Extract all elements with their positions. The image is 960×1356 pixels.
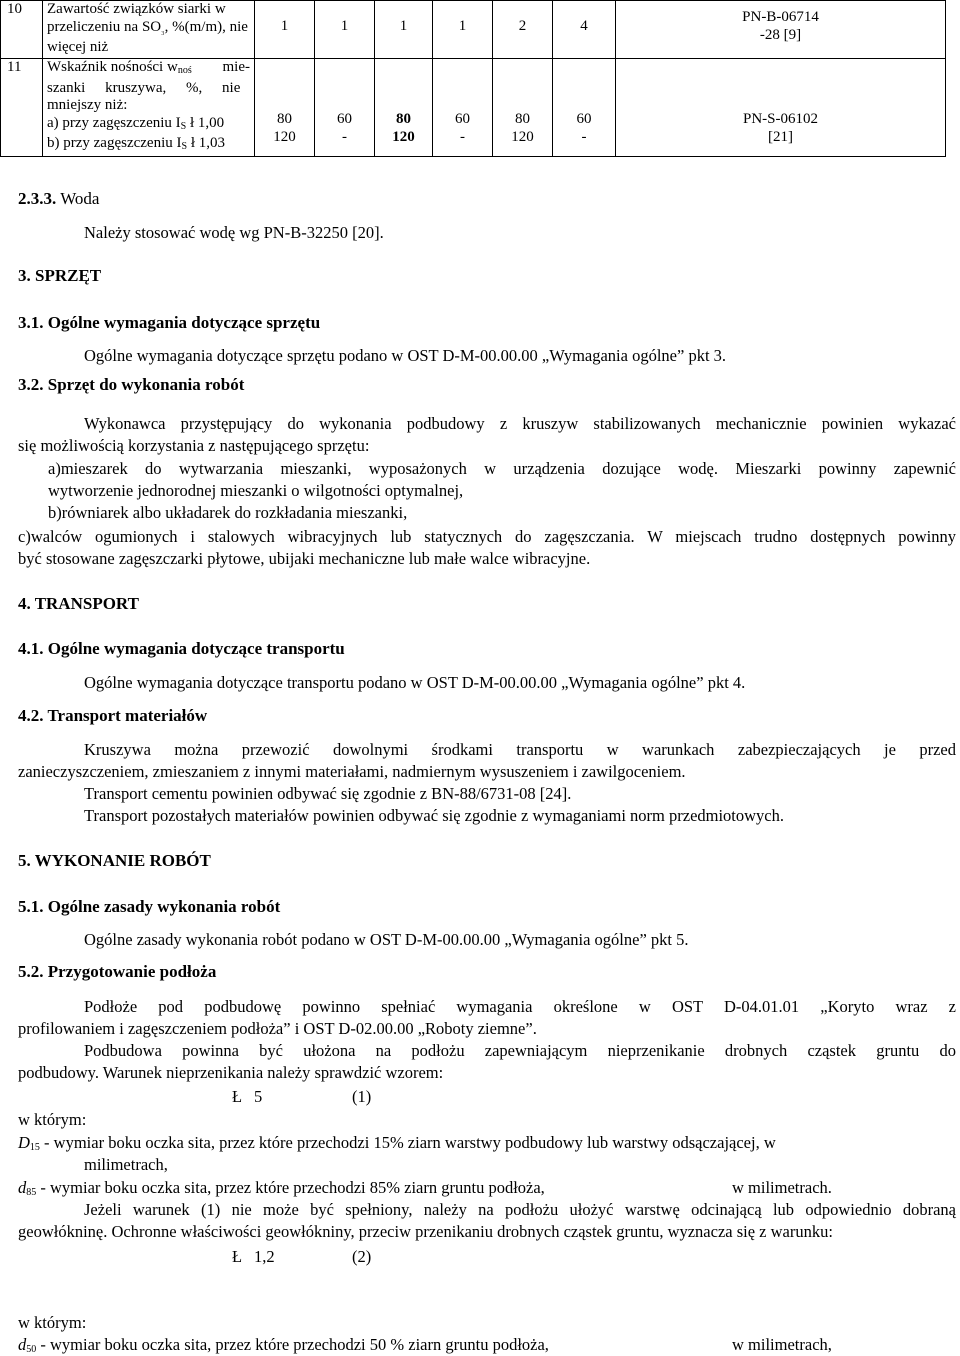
value-cell: 60 - [553,59,616,157]
section-title: Woda [56,189,100,208]
value-cell: 80 120 [255,59,315,157]
list-item: b)równiarek albo układarek do rozkładania mieszanki, [48,503,408,522]
value-cell: 2 [493,1,553,59]
section-heading: 5.1. Ogólne zasady wykonania robót [18,897,281,916]
definition-unit: w milimetrach, [732,1335,832,1354]
paragraph: Podłoże pod podbudowę powinno spełniać wymagania określone w OST D-04.01.01 „Koryto wraz z [84,997,956,1016]
paragraph: Wykonawca przystępujący do wykonania podbudowy z kruszyw stabilizowanych mechanicznie powinien wykazać [84,414,956,433]
standard-cell: PN-B-06714 -28 [9] [616,1,946,59]
formula-value: 1,2 [254,1247,275,1266]
paragraph: profilowaniem i zagęszczeniem podłoża” i OST D-02.00.00 „Roboty ziemne”. [18,1019,537,1038]
row-description: Zawartość związków siarki w przeliczeniu na $SO_{_3}$, %(m/m), nie więcej niż [43,1,255,59]
section-heading: 3.2. Sprzęt do wykonania robót [18,375,245,394]
value-cell: 80 120 [493,59,553,157]
table-row-11 [1,59,946,157]
list-item: wytworzenie jednorodnej mieszanki o wilgotności optymalnej, [48,481,464,500]
paragraph: Ogólne wymagania dotyczące sprzętu podano w OST D-M-00.00.00 „Wymagania ogólne” pkt 3. [84,346,727,365]
formula-symbol: Ł [232,1247,243,1266]
value-cell: 80 120 [375,59,433,157]
paragraph: podbudowy. Warunek nieprzenikania należy sprawdzić wzorem: [18,1063,444,1082]
row-number: 11 [1,59,43,157]
formula-value: 5 [254,1087,263,1106]
paragraph: w którym: [18,1110,87,1129]
list-item: a)mieszarek do wytwarzania mieszanki, wyposażonych w urządzenia dozujące wodę. Mieszarki powinny zapewnić [48,459,956,478]
value-cell: 4 [553,1,616,59]
definition-item: milimetrach, [84,1155,168,1174]
paragraph: Należy stosować wodę wg PN-B-32250 [20]. [84,223,384,242]
paragraph: geowłókninę. Ochronne właściwości geowłókniny, przeciw przenikaniu drobnych cząstek gruntu, wyznacza się z warunku: [18,1222,833,1241]
table-row-10 [1,1,946,59]
spec-table [0,0,946,157]
formula-symbol: Ł [232,1087,243,1106]
definition-item: $d_{85}$ - wymiar boku oczka sita, przez które przechodzi 85% ziarn gruntu podłoża, [18,1178,545,1198]
section-heading [18,189,99,209]
paragraph: Transport cementu powinien odbywać się zgodnie z BN-88/6731-08 [24]. [84,784,572,803]
section-heading: 3.1. Ogólne wymagania dotyczące sprzętu [18,313,321,332]
row-number: 10 [1,1,43,59]
paragraph: Ogólne wymagania dotyczące transportu podano w OST D-M-00.00.00 „Wymagania ogólne” pkt 4. [84,673,746,692]
value-cell: 60 - [315,59,375,157]
paragraph: zanieczyszczeniem, zmieszaniem z innymi materiałami, nadmiernym wysuszeniem i zawilgoceniem. [18,762,686,781]
paragraph: Kruszywa można przewozić dowolnymi środkami transportu w warunkach zabezpieczających je przed [84,740,956,759]
value-cell: 1 [375,1,433,59]
row-description: Wskaźnik nośności $w_{noś}$ mie- szanki kruszywa, %, nie mniejszy niż: a) przy zagęszczeniu $I_S$ ł 1,00 b) przy zagęszczeniu $I_S$ ł 1,03 [43,59,255,157]
paragraph: Podbudowa powinna być ułożona na podłożu zapewniającym nieprzenikanie drobnych cząstek gruntu do [84,1041,956,1060]
formula-number: (1) [352,1087,372,1106]
paragraph: Jeżeli warunek (1) nie może być spełniony, należy na podłożu ułożyć warstwę odcinającą lub odpowiednio dobraną [84,1200,956,1219]
value-cell: 60 - [433,59,493,157]
definition-unit: w milimetrach. [732,1178,832,1197]
formula-number: (2) [352,1247,372,1266]
section-heading: 4.2. Transport materiałów [18,706,208,725]
section-heading: 4.1. Ogólne wymagania dotyczące transportu [18,639,345,658]
section-heading: 5.2. Przygotowanie podłoża [18,962,217,981]
value-cell: 1 [255,1,315,59]
value-cell: 1 [433,1,493,59]
list-item: być stosowane zagęszczarki płytowe, ubijaki mechaniczne lub małe walce wibracyjne. [18,549,591,568]
standard-cell: PN-S-06102 [21] [616,59,946,157]
paragraph: Ogólne zasady wykonania robót podano w OST D-M-00.00.00 „Wymagania ogólne” pkt 5. [84,930,689,949]
chapter-heading: 3. SPRZĘT [18,266,102,285]
paragraph: w którym: [18,1313,87,1332]
section-number: 2.3.3. [18,189,57,208]
paragraph: się możliwością korzystania z następującego sprzętu: [18,436,370,455]
definition-item: $d_{50}$ - wymiar boku oczka sita, przez które przechodzi 50 % ziarn gruntu podłoża, [18,1335,549,1355]
value-cell: 1 [315,1,375,59]
definition-item: $D_{15}$ - wymiar boku oczka sita, przez które przechodzi 15% ziarn warstwy podbudowy lub warstwy odsączającej, w [18,1133,776,1153]
paragraph: Transport pozostałych materiałów powinien odbywać się zgodnie z wymaganiami norm przedmiotowych. [84,806,785,825]
chapter-heading: 5. WYKONANIE ROBÓT [18,851,211,870]
list-item: c)walców ogumionych i stalowych wibracyjnych lub statycznych do zagęszczania. W miejscach trudno dostępnych powinny [18,527,956,546]
chapter-heading: 4. TRANSPORT [18,594,139,613]
